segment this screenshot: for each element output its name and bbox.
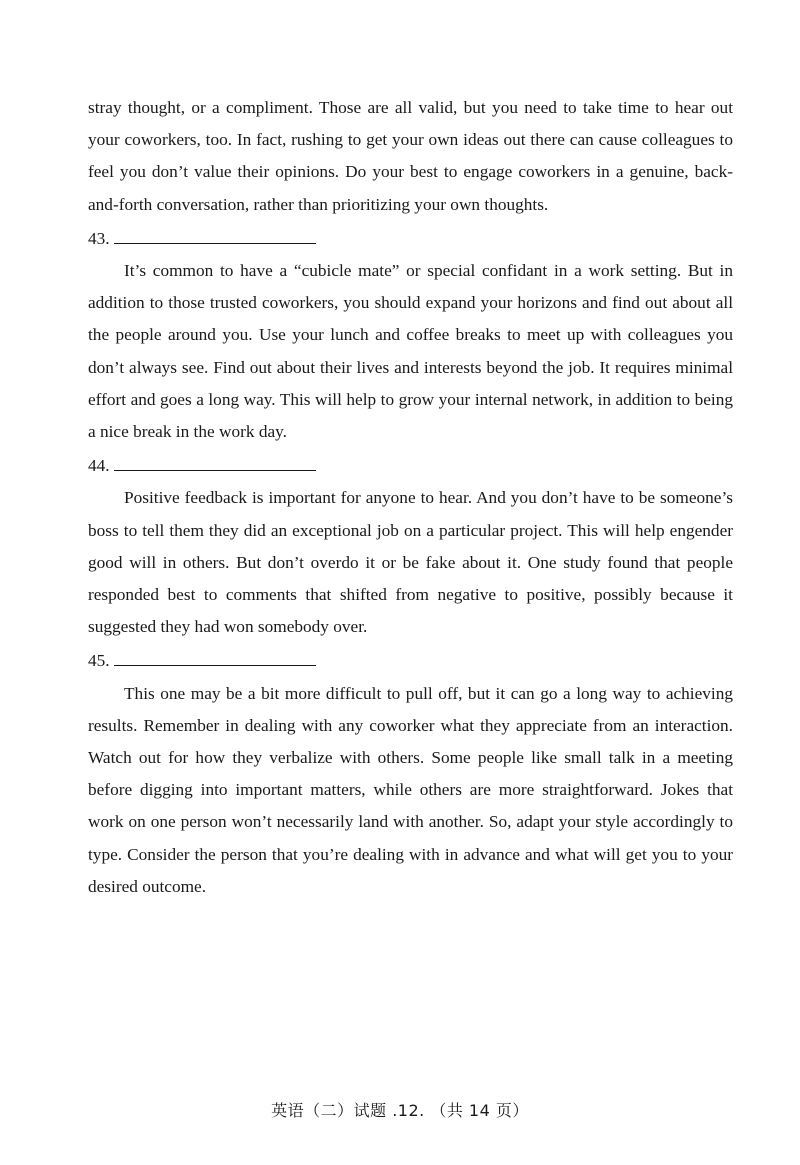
answer-blank-43 [88,221,733,255]
question-number: 43. [88,228,110,248]
paragraph-continuation: stray thought, or a compliment. Those are all valid, but you need to take time to hear out your coworkers, too. In fact, rushing to get your own ideas out there can cause colleagues to feel you don’t value their opinions. Do your best to engage coworkers in a genuine, back-and-forth conversation, rather than prioritizing your own thoughts. [88,98,733,214]
paragraph-cubicle-mate: It’s common to have a “cubicle mate” or special confidant in a work setting. But in addition to those trusted coworkers, you should expand your horizons and find out about all the people around you. Use your lunch and coffee breaks to meet up with colleagues you don’t always see. Find out about their lives and interests beyond the job. It requires minimal effort and goes a long way. This will help to grow your internal network, in addition to being a nice break in the work day. [88,261,733,442]
question-number: 44. [88,456,110,476]
page-footer: 英语（二）试题 .12. （共 14 页） [271,1101,529,1120]
answer-blank-45 [88,643,733,677]
passage-text [88,92,733,903]
answer-blank-44 [88,448,733,482]
answer-blank-line[interactable] [114,448,316,471]
answer-blank-line[interactable] [114,643,316,666]
answer-blank-line[interactable] [114,221,316,244]
paragraph-adapt-style: This one may be a bit more difficult to pull off, but it can go a long way to achieving results. Remember in dealing with any coworker what they appreciate from an interaction. Watch out for how they verbalize with others. Some people like small talk in a meeting before digging into important matters, while others are more straightforward. Jokes that work on one person won’t necessarily land with another. So, adapt your style accordingly to type. Consider the person that you’re dealing with in advance and what will get you to your desired outcome. [88,683,733,896]
paragraph-positive-feedback: Positive feedback is important for anyone to hear. And you don’t have to be someone’s boss to tell them they did an exceptional job on a particular project. This will help engender good will in others. But don’t overdo it or be fake about it. One study found that people responded best to comments that shifted from negative to positive, possibly because it suggested they had won somebody over. [88,488,733,637]
question-number: 45. [88,651,110,671]
